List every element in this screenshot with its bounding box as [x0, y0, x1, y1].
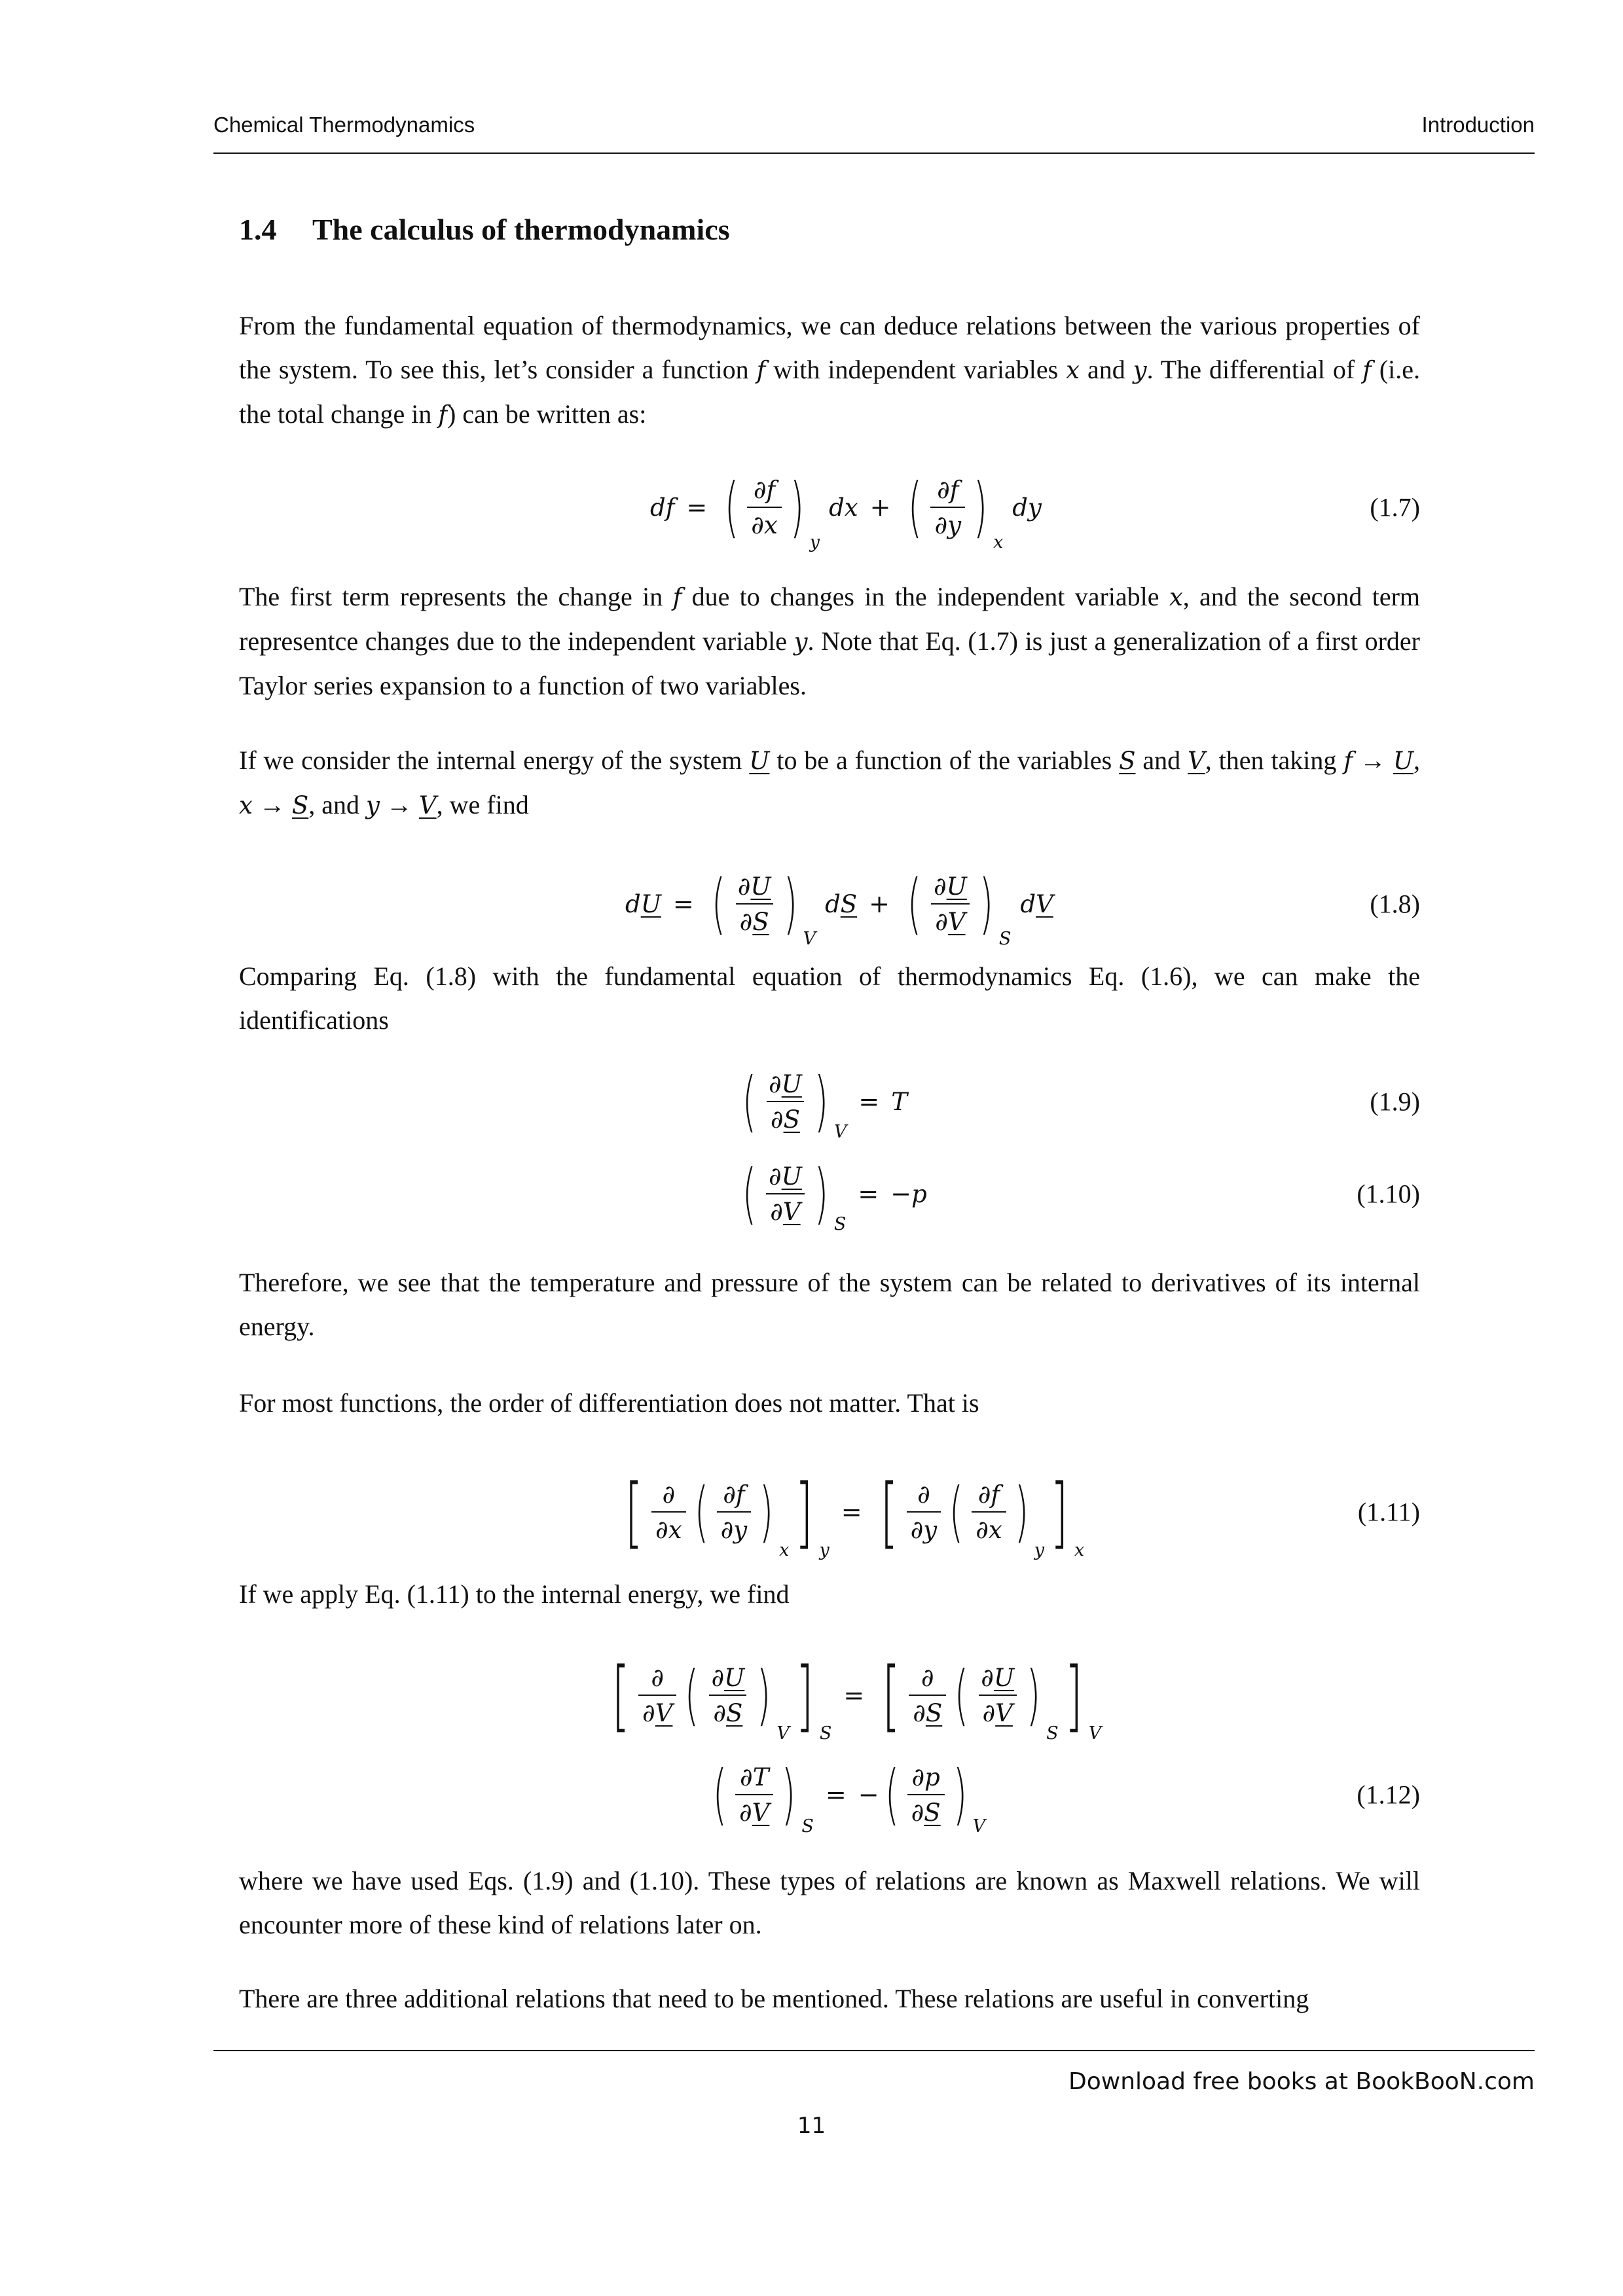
- equation-1-8: d U = ( $\frac{\partial U}{\partial S}$ ) V d S + ( $\frac{\partial U}{\partial V}$ ) S d V (1.8): [625, 865, 1420, 949]
- equation-number: (1.9): [1370, 1086, 1420, 1117]
- paragraph-maxwell: where we have used Eqs. (1.9) and (1.10). These types of relations are known as Maxwell relations. We will encounter more of these kind of relations later on.: [239, 1866, 1420, 1939]
- equation-1-10: ( $\frac{\partial U}{\partial V}$ ) S = − p (1.10): [742, 1155, 1420, 1234]
- equation-1-11: [ $\frac{\partial}{\partial x}$ ( $\frac{\partial f}{\partial y}$ ) x ] y = [ $\frac{\partial}{\partial y}$ ( $\frac{\partial f}{\partial x}$ ) y ] x (1.11): [625, 1467, 1420, 1560]
- paragraph-intro: From the fundamental equation of thermodynamics, we can deduce relations between the various properties of the system. To see this, let’s consider a function f with independent variables x and y. The differential of f (i.e. the total change in f) can be written as:: [239, 311, 1421, 429]
- equation-1-12-line-1: [ $\frac{\partial}{\partial V}$ ( $\frac{\partial U}{\partial S}$ ) V ] S = [ $\frac{\partial}{\partial S}$ ( $\frac{\partial U}{\partial V}$ ) S ] V: [611, 1650, 1102, 1744]
- paragraph-additional-relations: There are three additional relations that need to be mentioned. These relations are useful in converting: [239, 1984, 1309, 2013]
- equation-number: (1.10): [1357, 1179, 1420, 1209]
- page-number: 11: [797, 2113, 826, 2139]
- equation-number: (1.8): [1370, 889, 1420, 919]
- paragraph-comparing: Comparing Eq. (1.8) with the fundamental equation of thermodynamics Eq. (1.6), we can make the identifications: [239, 961, 1420, 1035]
- equation-number: (1.12): [1357, 1780, 1420, 1810]
- footer-download-link[interactable]: Download free books at BookBooN.com: [1068, 2068, 1535, 2095]
- section-heading: [239, 212, 730, 247]
- running-header-chapter: Introduction: [1421, 113, 1535, 137]
- paragraph-apply: If we apply Eq. (1.11) to the internal energy, we find: [239, 1579, 790, 1609]
- section-number: 1.4: [239, 213, 277, 246]
- equation-1-7: d f = ( $\frac{\partial f}{\partial x}$ ) y d x + ( $\frac{\partial f}{\partial y}$ ) x d y (1.7): [650, 469, 1420, 552]
- equation-1-12: ( $\frac{\partial T}{\partial V}$ ) S = − ( $\frac{\partial p}{\partial S}$ ) V (1.12): [712, 1756, 1420, 1837]
- running-header-title: Chemical Thermodynamics: [213, 113, 475, 137]
- footer-rule: [213, 2050, 1535, 2051]
- paragraph-first-term: The first term represents the change in f due to changes in the independent variable x, and the second term representce changes due to the independent variable y. Note that Eq. (1.7) is just a generalization of a first order Taylor series expansion to a function of two variables.: [239, 582, 1421, 700]
- equation-1-9: ( $\frac{\partial U}{\partial S}$ ) V = T (1.9): [742, 1063, 1420, 1142]
- paragraph-therefore: Therefore, we see that the temperature and pressure of the system can be related to derivatives of its internal energy.: [239, 1268, 1420, 1341]
- paragraph-internal-energy: If we consider the internal energy of the system U to be a function of the variables S and V, then taking f → U, x → S, and y → V, we find: [239, 745, 1421, 819]
- section-title: The calculus of thermodynamics: [312, 213, 730, 246]
- header-rule: [213, 152, 1535, 154]
- equation-number: (1.7): [1370, 492, 1420, 522]
- paragraph-order-of-differentiation: For most functions, the order of differentiation does not matter. That is: [239, 1388, 979, 1418]
- equation-number: (1.11): [1357, 1497, 1420, 1527]
